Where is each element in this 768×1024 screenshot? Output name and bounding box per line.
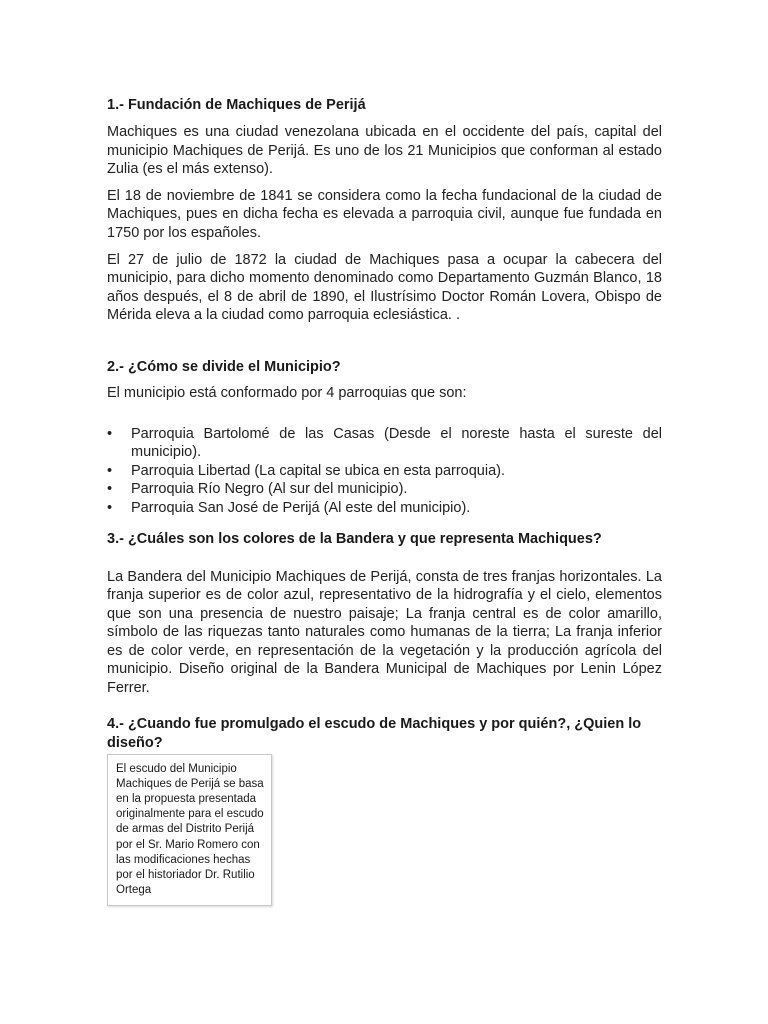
bullet: • — [107, 425, 113, 442]
list-item-text: Parroquia Libertad (La capital se ubica en esta parroquia). — [131, 462, 506, 479]
list-item — [107, 480, 662, 499]
document-page — [107, 96, 662, 906]
list-item-text: Parroquia Bartolomé de las Casas (Desde el noreste hasta el sureste del municipio). — [131, 425, 662, 461]
section-2-intro: El municipio está conformado por 4 parroquias que son: — [107, 384, 467, 401]
bullet: • — [107, 499, 113, 516]
section-3-paragraph: La Bandera del Municipio Machiques de Perijá, consta de tres franjas horizontales. La franja superior es de color azul, representativo de la hidrografía y el cielo, elementos que son una presencia de nuestro paisaje; La franja central es de color amarillo, símbolo de las riquezas tanto naturales como humanas de la tierra; La franja inferior es de color verde, en representación de la vegetación y la producción agrícola del municipio. Diseño original de la Bandera Municipal de Machiques por Lenin López Ferrer. — [107, 568, 662, 697]
section-1-paragraph-1: Machiques es una ciudad venezolana ubicada en el occidente del país, capital del municipio Machiques de Perijá. Es uno de los 21 Municipios que conforman al estado Zulia (es el más extenso). — [107, 124, 662, 178]
section-4-heading: 4.- ¿Cuando fue promulgado el escudo de Machiques y por quién?, ¿Quien lo diseño? — [107, 715, 642, 751]
list-item — [107, 499, 662, 518]
section-3-heading: 3.- ¿Cuáles son los colores de la Bandera y que representa Machiques? — [107, 530, 602, 547]
section-1-paragraph-3: El 27 de julio de 1872 la ciudad de Machiques pasa a ocupar la cabecera del municipio, para dicho momento denominado como Departamento Guzmán Blanco, 18 años después, el 8 de abril de 1890, el Ilustrísimo Doctor Román Lovera, Obispo de Mérida eleva a la ciudad como parroquia eclesiástica. . — [107, 251, 662, 324]
bullet: • — [107, 481, 113, 498]
list-item — [107, 462, 662, 481]
parroquias-list — [107, 425, 662, 518]
list-item — [107, 425, 662, 462]
section-1-paragraph-2: El 18 de noviembre de 1841 se considera como la fecha fundacional de la ciudad de Machiques, pues en dicha fecha es elevada a parroquia civil, aunque fue fundada en 1750 por los españoles. — [107, 187, 662, 241]
bullet: • — [107, 462, 113, 479]
section-1-heading: 1.- Fundación de Machiques de Perijá — [107, 97, 366, 113]
list-item-text: Parroquia San José de Perijá (Al este del municipio). — [131, 499, 471, 516]
list-item-text: Parroquia Río Negro (Al sur del municipio). — [131, 481, 408, 498]
section-2-heading: 2.- ¿Cómo se divide el Municipio? — [107, 358, 341, 375]
escudo-text-box: El escudo del Municipio Machiques de Perijá se basa en la propuesta presentada originalmente para el escudo de armas del Distrito Perijá por el Sr. Mario Romero con las modificaciones hechas por el historiador Dr. Rutilio Ortega — [107, 754, 272, 907]
